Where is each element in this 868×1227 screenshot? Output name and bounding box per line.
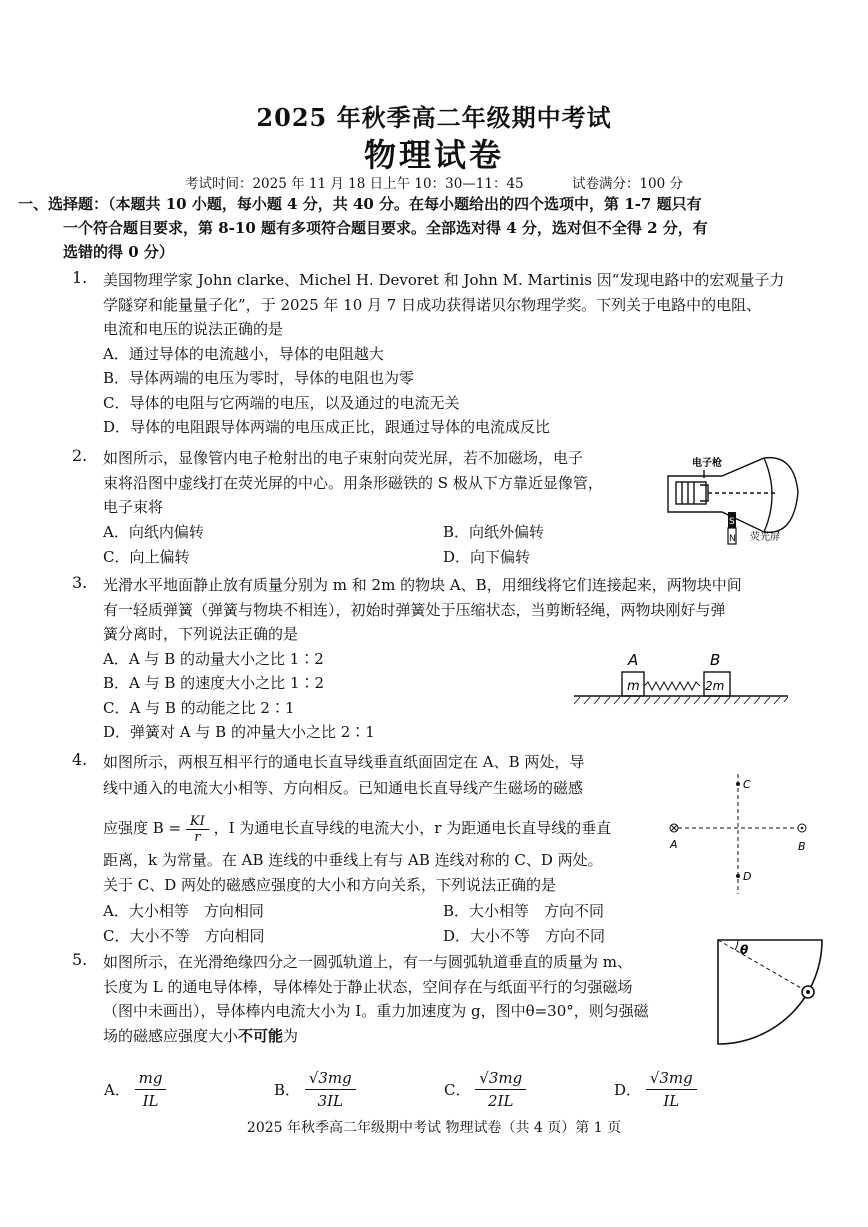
formula-fraction: [186, 814, 209, 845]
fraction-denominator: 2IL: [488, 1092, 514, 1110]
fraction-denominator: 3IL: [317, 1092, 343, 1110]
q5-text: [103, 950, 649, 1048]
q5-option-c: [444, 1067, 526, 1112]
q3-line: 簧分离时，下列说法正确的是: [103, 625, 299, 643]
label-c: C: [743, 778, 751, 791]
question-number: 2.: [72, 446, 88, 465]
q5-line: 如图所示，在光滑绝缘四分之一圆弧轨道上，有一与圆弧轨道垂直的质量为 m、: [103, 953, 632, 971]
q4-line: 距离，k 为常量。在 AB 连线的中垂线上有与 AB 连线对称的 C、D 两处。: [103, 851, 603, 869]
section-label: 一、选择题：: [18, 195, 109, 213]
q5-option-b: [274, 1067, 356, 1112]
section-line: 一个符合题目要求，第 8-10 题有多项符合题目要求。全部选对得 4 分，选对但不全得 2 分，有: [63, 219, 708, 237]
label-a: A: [670, 838, 678, 851]
q2-text: [103, 446, 603, 520]
q5-option-a-label: A．: [104, 1081, 130, 1099]
label-d: D: [743, 870, 752, 883]
q5-option-a-fraction: [135, 1067, 167, 1112]
q5-option-d-label: D．: [614, 1081, 642, 1099]
q4-option-d: D．大小不等 方向不同: [443, 927, 606, 945]
q3-option-a: A．A 与 B 的动量大小之比 1∶2: [103, 649, 324, 668]
q5-option-c-label: C．: [444, 1081, 471, 1099]
label-b: B: [798, 840, 806, 853]
q4-line: 关于 C、D 两处的磁感应强度的大小和方向关系，下列说法正确的是: [103, 876, 557, 894]
q5-option-b-fraction: [305, 1067, 356, 1112]
q5-option-a: [104, 1067, 166, 1112]
q3-line: 光滑水平地面静止放有质量分别为 m 和 2m 的物块 A、B，用细线将它们连接起来，两物块中间: [103, 576, 742, 594]
q1-option-d: D．导体的电阻跟导体两端的电压成正比，跟通过导体的电流成反比: [103, 418, 551, 436]
section-heading: [18, 192, 848, 264]
q2-option-c: C．向上偏转: [103, 548, 190, 566]
block-a-label: A: [628, 651, 639, 669]
q5-option-d: [614, 1067, 697, 1112]
block-b-label: B: [710, 651, 721, 669]
q4-formula-line: [103, 808, 611, 848]
q4-formula-post: ，I 为通电长直导线的电流大小，r 为距通电长直导线的垂直: [213, 819, 612, 837]
fraction-numerator: √3mg: [646, 1067, 697, 1090]
question-number: 1.: [72, 268, 88, 287]
q4-line: 如图所示，两根互相平行的通电长直导线垂直纸面固定在 A、B 两处，导: [103, 753, 585, 771]
exam-title: 2025 年秋季高二年级期中考试: [256, 103, 612, 132]
q3-option-b: B．A 与 B 的速度大小之比 1∶2: [103, 674, 325, 692]
q4-option-c: C．大小不等 方向相同: [103, 927, 265, 945]
q5-line-post: 为: [283, 1026, 299, 1045]
question-number: 3.: [72, 573, 88, 592]
gun-label: 电子枪: [692, 458, 722, 469]
blocks-figure: [566, 650, 792, 710]
screen-label: 荧光屏: [750, 532, 780, 543]
section-line: 选错的得 0 分）: [63, 243, 174, 261]
q4-line: 线中通入的电流大小相等、方向相反。已知通电长直导线产生磁场的磁感: [103, 779, 584, 797]
q1-option-c: C．导体的电阻与它两端的电压，以及通过的电流无关: [103, 393, 460, 412]
exam-info: [0, 172, 868, 192]
magnet-n-label: N: [729, 534, 736, 544]
q2-option-d: D．向下偏转: [443, 548, 531, 566]
fraction-numerator: mg: [135, 1067, 167, 1090]
q4-option-b: B．大小相等 方向不同: [443, 902, 605, 920]
q2-line: 束将沿图中虚线打在荧光屏的中心。用条形磁铁的 S 极从下方靠近显像管，: [103, 473, 603, 492]
question-number: 5.: [72, 950, 88, 969]
q2-option-a: A．向纸内偏转: [103, 523, 204, 541]
point-d: [736, 874, 740, 878]
theta-label: θ: [740, 943, 749, 957]
q5-option-c-fraction: [475, 1067, 526, 1112]
crt-screen-arc: [764, 458, 772, 532]
formula-numerator: KI: [186, 814, 209, 830]
q5-line: [103, 1024, 649, 1049]
q3-option-c: C．A 与 B 的动能之比 2∶1: [103, 698, 295, 717]
q4-formula-pre: 应强度 B =: [103, 819, 182, 837]
q2-line: 电子束将: [103, 498, 164, 516]
q5-option-d-fraction: [646, 1067, 697, 1112]
q5-emphasis: 不可能: [238, 1026, 284, 1045]
q5-line: （图中未画出），导体棒内电流大小为 I。重力加速度为 g，图中θ=30°，则匀强磁: [103, 1002, 649, 1020]
q1-line: 电流和电压的说法正确的是: [103, 320, 284, 338]
question-number: 4.: [72, 750, 88, 769]
exam-time: 考试时间：2025 年 11 月 18 日上午 10：30—11：45: [184, 176, 524, 192]
page-footer: 2025 年秋季高二年级期中考试 物理试卷（共 4 页）第 1 页: [246, 1120, 622, 1136]
q1-option-b: B．导体两端的电压为零时，导体的电阻也为零: [103, 369, 415, 387]
crt-figure: [664, 452, 804, 552]
exam-subtitle: 物理试卷: [363, 136, 504, 174]
mass-b-label: 2m: [705, 679, 725, 693]
magnet-s-label: S: [729, 517, 735, 527]
q3-option-d: D．弹簧对 A 与 B 的冲量大小之比 2∶1: [103, 723, 375, 741]
q1-line: 学隧穿和能量量子化”，于 2025 年 10 月 7 日成功获得诺贝尔物理学奖。下列关于电路中的电阻、: [103, 295, 762, 314]
q1-option-a: A．通过导体的电流越小，导体的电阻越大: [103, 344, 384, 363]
q5-line-pre: 场的磁感应强度大小: [103, 1026, 239, 1045]
wires-figure: [664, 770, 814, 900]
mass-a-label: m: [627, 679, 640, 694]
arc-track-figure: [714, 936, 826, 1048]
q4-option-a: A．大小相等 方向相同: [103, 902, 264, 920]
q2-line: 如图所示，显像管内电子枪射出的电子束射向荧光屏，若不加磁场，电子: [103, 449, 584, 467]
full-score: 试卷满分：100 分: [571, 176, 684, 192]
q3-line: 有一轻质弹簧（弹簧与物块不相连），初始时弹簧处于压缩状态，当剪断轻绳，两物块刚好与弹: [103, 600, 726, 619]
fraction-denominator: IL: [663, 1092, 680, 1110]
q1-line: 美国物理学家 John clarke、Michel H. Devoret 和 John M. Martinis 因“发现电路中的宏观量子力: [103, 271, 785, 289]
fraction-numerator: √3mg: [305, 1067, 356, 1090]
q5-line: 长度为 L 的通电导体棒，导体棒处于静止状态，空间存在与纸面平行的匀强磁场: [103, 977, 633, 996]
point-c: [736, 782, 740, 786]
formula-denominator: r: [194, 829, 201, 845]
section-line: （本题共 10 小题，每小题 4 分，共 40 分。在每小题给出的四个选项中，第 1-7 题只有: [108, 195, 702, 213]
q2-option-b: B．向纸外偏转: [443, 523, 545, 541]
q5-option-b-label: B．: [274, 1081, 301, 1099]
q1-text: [103, 268, 784, 440]
fraction-denominator: IL: [142, 1092, 159, 1110]
fraction-numerator: √3mg: [475, 1067, 526, 1090]
compressed-spring: [644, 682, 700, 690]
